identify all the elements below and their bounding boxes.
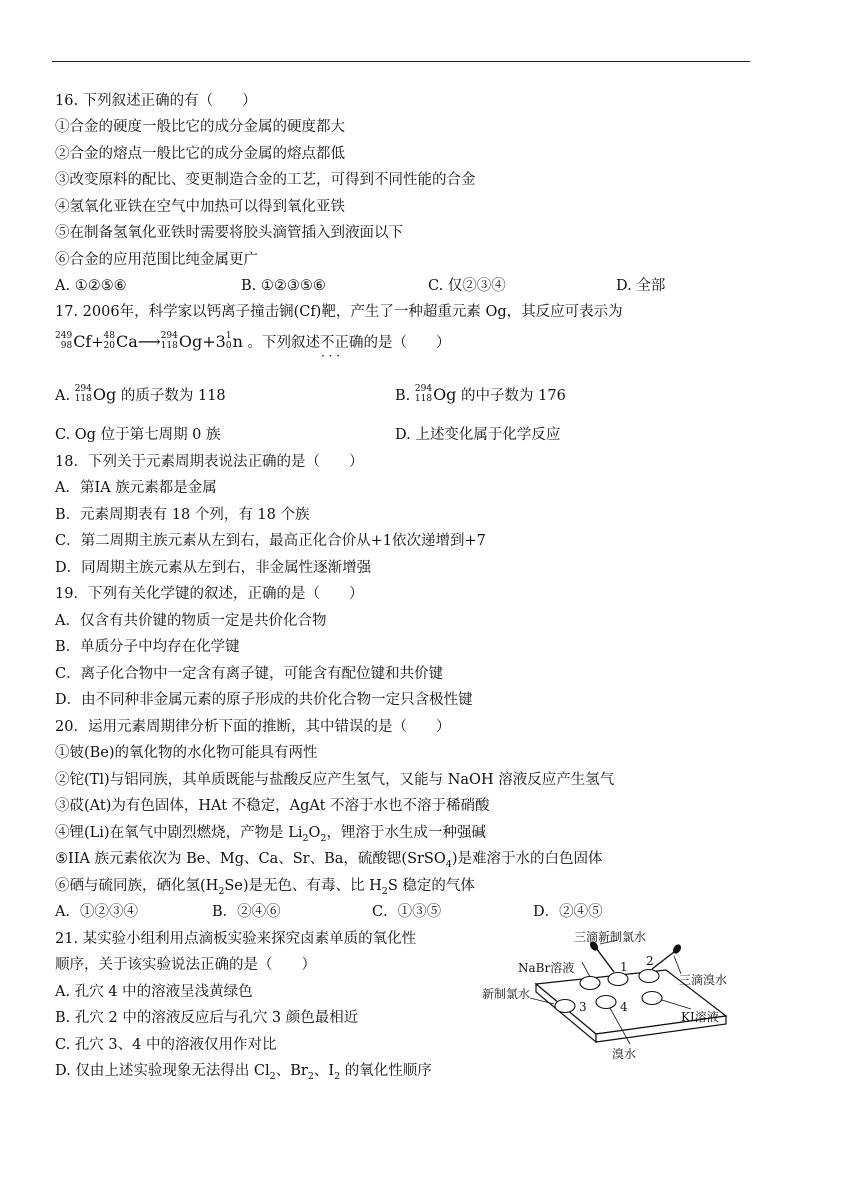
q16-option-a[interactable]: A. ①②⑤⑥: [55, 278, 127, 294]
q16-item-3: ③改变原料的配比、变更制造合金的工艺，可得到不同性能的合金: [55, 172, 476, 188]
q20-item-6-b: Se)是无色、有毒、比 H: [224, 878, 382, 894]
sub-2: 2: [218, 885, 225, 897]
q20-option-c[interactable]: C．①③⑤: [372, 904, 442, 920]
q17-eq-tail: 。下列叙述: [247, 335, 320, 351]
label-well-3: 3: [579, 1000, 587, 1014]
nuclide-ca: 48 20 Ca: [103, 331, 138, 351]
q19-option-c[interactable]: C．离子化合物中一定含有离子键，可能含有配位键和共价键: [55, 666, 444, 682]
q18-stem: 18．下列关于元素周期表说法正确的是（ ）: [55, 454, 364, 470]
well-1: [608, 973, 628, 986]
nuclide-og-b: 294 118 Og: [414, 384, 457, 404]
q20-stem: 20．运用元素周期律分析下面的推断，其中错误的是（ ）: [55, 719, 451, 735]
q17-option-b-letter: B.: [395, 388, 411, 404]
sub-2: 2: [320, 832, 327, 844]
well-5: [580, 977, 600, 990]
q18-option-d[interactable]: D．同周期主族元素从左到右，非金属性逐渐增强: [55, 560, 372, 576]
q21-option-b[interactable]: B. 孔穴 2 中的溶液反应后与孔穴 3 颜色最相近: [55, 1010, 359, 1026]
q21-option-c[interactable]: C. 孔穴 3、4 中的溶液仅用作对比: [55, 1037, 277, 1053]
label-ki: KI溶液: [681, 1010, 719, 1024]
q20-item-5-a: ⑤IIA 族元素依次为 Be、Mg、Ca、Sr、Ba，硫酸锶(SrSO: [55, 851, 446, 867]
q16-option-c[interactable]: C. 仅②③④: [428, 278, 506, 294]
label-bromine-water: 溴水: [612, 1047, 637, 1061]
q18-option-c[interactable]: C．第二周期主族元素从左到右，最高正化合价从+1依次递增到+7: [55, 533, 486, 549]
well-2: [639, 970, 659, 983]
sub-2: 2: [269, 1070, 276, 1082]
q19-option-a[interactable]: A．仅含有共价键的物质一定是共价化合物: [55, 613, 327, 629]
q20-item-6-a: ⑥硒与硫同族，硒化氢(H: [55, 878, 219, 894]
label-top-chlorine: 三滴新制氯水: [574, 930, 647, 944]
dropper-1-tube: [596, 948, 614, 972]
q20-item-4-c: ，锂溶于水生成一种强碱: [326, 825, 486, 841]
well-4: [596, 996, 616, 1009]
q17-option-b[interactable]: [395, 386, 566, 406]
nuclide-og-a: 294 118 Og: [74, 384, 117, 404]
q17-option-a[interactable]: [55, 386, 226, 406]
spot-plate-figure: [478, 926, 750, 1072]
q20-item-2: ②铊(Tl)与铝同族，其单质既能与盐酸反应产生氢气，又能与 NaOH 溶液反应产生氢气: [55, 772, 615, 788]
q20-item-1: ①铍(Be)的氧化物的水化物可能具有两性: [55, 745, 318, 761]
q16-item-1: ①合金的硬度一般比它的成分金属的硬度都大: [55, 119, 345, 135]
q18-option-a[interactable]: A．第IA 族元素都是金属: [55, 480, 217, 496]
q16-item-2: ②合金的熔点一般比它的成分金属的熔点都低: [55, 146, 345, 162]
spot-plate-diagram: [478, 926, 750, 1072]
q20-item-6-c: S 稳定的气体: [387, 878, 475, 894]
q20-item-4-a: ④锂(Li)在氧气中剧烈燃烧，产物是 Li: [55, 825, 303, 841]
q17-stem: 17. 2006年，科学家以钙离子撞击锎(Cf)靶，产生了一种超重元素 Og，其反应可表示为: [55, 304, 623, 320]
q17-option-b-text: 的中子数为 176: [461, 388, 566, 404]
q17-option-c[interactable]: C. Og 位于第七周期 0 族: [55, 427, 221, 443]
q20-item-4-b: O: [308, 825, 321, 841]
q20-option-d[interactable]: D．②④⑤: [533, 904, 603, 920]
q17-option-a-text: 的质子数为 118: [120, 388, 226, 404]
q18-option-b[interactable]: B．元素周期表有 18 个列，有 18 个族: [55, 507, 310, 523]
q20-item-6: [55, 877, 475, 901]
q21-option-d[interactable]: [55, 1062, 432, 1086]
sub-2: 2: [302, 832, 309, 844]
q21-stem-line-2: 顺序，关于该实验说法正确的是（ ）: [55, 957, 316, 973]
q16-stem: 16. 下列叙述正确的有（ ）: [55, 93, 257, 109]
q21-option-d-c: 、I: [313, 1063, 335, 1079]
header-rule: [52, 61, 750, 62]
q20-item-4: [55, 824, 486, 848]
q16-item-5: ⑤在制备氢氧化亚铁时需要将胶头滴管插入到液面以下: [55, 225, 403, 241]
q20-option-b[interactable]: B．②④⑥: [212, 904, 281, 920]
q17-eq-end: 的是（ ）: [363, 335, 451, 351]
q17-option-a-letter: A.: [55, 388, 71, 404]
leader-br: [674, 956, 681, 974]
q19-option-b[interactable]: B．单质分子中均存在化学键: [55, 639, 240, 655]
q17-emphasis: 不正确 · · ·: [320, 335, 364, 351]
nuclide-og: 294 118 Og: [160, 331, 203, 351]
nuclide-cf: 249 98 Cf: [55, 331, 92, 351]
sub-4: 4: [445, 858, 452, 870]
q20-item-5-b: )是难溶于水的白色固体: [451, 851, 603, 867]
q21-option-d-d: 的氧化性顺序: [340, 1063, 432, 1079]
q21-option-d-b: 、Br: [275, 1063, 308, 1079]
q16-option-b[interactable]: B. ①②③⑤⑥: [241, 278, 326, 294]
q16-item-4: ④氢氧化亚铁在空气中加热可以得到氧化亚铁: [55, 199, 345, 215]
q20-option-a[interactable]: A．①②③④: [55, 904, 138, 920]
q21-stem-line-1: 21. 某实验小组利用点滴板实验来探究卤素单质的氧化性: [55, 931, 417, 947]
label-nabr: NaBr溶液: [518, 961, 575, 975]
label-well-1: 1: [620, 960, 628, 974]
q17-option-d[interactable]: D. 上述变化属于化学反应: [395, 427, 561, 443]
reaction-arrow: ⟶: [137, 332, 161, 351]
q16-item-6: ⑥合金的应用范围比纯金属更广: [55, 252, 258, 268]
q19-stem: 19．下列有关化学键的叙述，正确的是（ ）: [55, 586, 364, 602]
q16-option-d[interactable]: D. 全部: [616, 278, 666, 294]
well-6: [642, 992, 662, 1005]
dropper-2-tube: [652, 952, 674, 969]
label-bromine-drops: 三滴溴水: [679, 973, 728, 987]
q21-option-a[interactable]: A. 孔穴 4 中的溶液呈浅黄绿色: [55, 984, 253, 1000]
label-well-4: 4: [620, 1000, 628, 1014]
sub-2: 2: [307, 1070, 314, 1082]
q20-item-3: ③砹(At)为有色固体，HAt 不稳定，AgAt 不溶于水也不溶于稀硝酸: [55, 798, 490, 814]
q19-option-d[interactable]: D．由不同种非金属元素的原子形成的共价化合物一定只含极性键: [55, 692, 473, 708]
label-well-2: 2: [646, 954, 654, 968]
well-3: [555, 1000, 575, 1013]
leader-nabr: [582, 962, 590, 977]
nuclide-neutron: 1 0 n: [225, 331, 243, 351]
label-chlorine-water: 新制氯水: [482, 987, 531, 1001]
q17-equation: 249 98 Cf+ 48 20 Ca⟶ 294 118 Og+3 1 0 n 。下列叙述不正确 · · ·的是（ ）: [55, 333, 450, 363]
sub-2: 2: [334, 1070, 341, 1082]
q20-item-5: [55, 850, 602, 874]
q21-option-d-a: D. 仅由上述实验现象无法得出 Cl: [55, 1063, 270, 1079]
sub-2: 2: [381, 885, 388, 897]
